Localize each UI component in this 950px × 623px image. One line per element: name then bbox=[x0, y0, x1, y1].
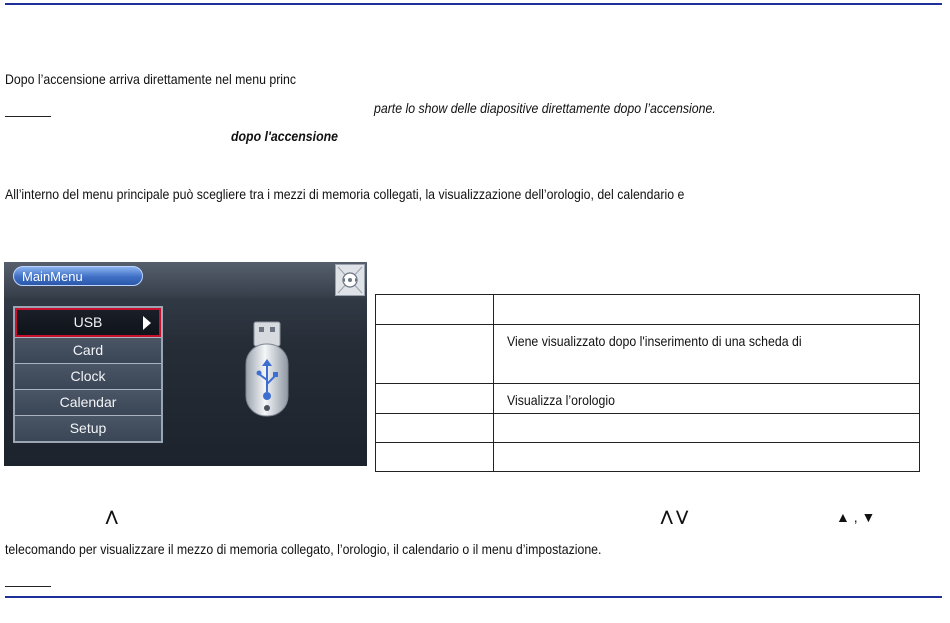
table-row bbox=[376, 414, 920, 443]
table-cell bbox=[494, 414, 920, 443]
table-cell bbox=[376, 295, 494, 325]
settings-dial-icon[interactable] bbox=[335, 264, 365, 296]
menu-item-clock[interactable] bbox=[15, 363, 161, 389]
table-cell: Visualizza l’orologio bbox=[494, 384, 920, 414]
main-menu-title: MainMenu bbox=[13, 266, 143, 286]
up-down-arrow-icon: ⋀ ⋁ bbox=[661, 508, 688, 524]
paragraph-line-2: parte lo show delle diapositive direttamente dopo l’accensione. bbox=[374, 100, 716, 116]
device-menu bbox=[13, 306, 163, 443]
usb-stick-icon bbox=[236, 318, 300, 425]
table-row bbox=[376, 295, 920, 325]
paragraph-line-4: All’interno del menu principale può scegliere tra i mezzi di memoria collegati, la visualizzazione dell’orologio, del calendario e bbox=[5, 186, 685, 202]
table-cell bbox=[494, 443, 920, 472]
menu-item-label: Clock bbox=[70, 368, 106, 384]
table-cell bbox=[376, 384, 494, 414]
menu-item-label: Setup bbox=[69, 420, 107, 436]
paragraph-line-5: telecomando per visualizzare il mezzo di memoria collegato, l’orologio, il calendario o il menu d’impostazione. bbox=[5, 541, 602, 557]
table-cell bbox=[494, 295, 920, 325]
paragraph-line-1: Dopo l’accensione arriva direttamente nel menu princ bbox=[5, 71, 297, 87]
table-cell: Viene visualizzato dopo l'inserimento di una scheda di bbox=[494, 325, 920, 384]
table-cell bbox=[376, 325, 494, 384]
menu-item-calendar[interactable] bbox=[15, 389, 161, 415]
short-rule-1 bbox=[5, 116, 51, 117]
menu-item-card[interactable] bbox=[15, 337, 161, 363]
table-cell bbox=[376, 414, 494, 443]
table-row bbox=[376, 443, 920, 472]
up-arrow-icon: ⋀ bbox=[106, 508, 118, 524]
menu-item-usb[interactable] bbox=[15, 308, 161, 337]
info-table bbox=[375, 294, 920, 472]
menu-item-label: Card bbox=[72, 342, 104, 358]
bottom-rule bbox=[5, 596, 942, 598]
table-cell bbox=[376, 443, 494, 472]
top-rule bbox=[5, 3, 942, 5]
device-screenshot bbox=[4, 262, 367, 466]
table-row bbox=[376, 325, 920, 384]
menu-item-label: USB bbox=[73, 314, 103, 330]
paragraph-line-3: dopo l'accensione bbox=[231, 128, 338, 144]
table-row bbox=[376, 384, 920, 414]
short-rule-2 bbox=[5, 586, 51, 587]
menu-item-setup[interactable] bbox=[15, 415, 161, 441]
triangle-arrows-icon: ▲ , ▼ bbox=[836, 509, 876, 525]
right-arrow-icon bbox=[143, 316, 151, 330]
menu-item-label: Calendar bbox=[59, 394, 117, 410]
